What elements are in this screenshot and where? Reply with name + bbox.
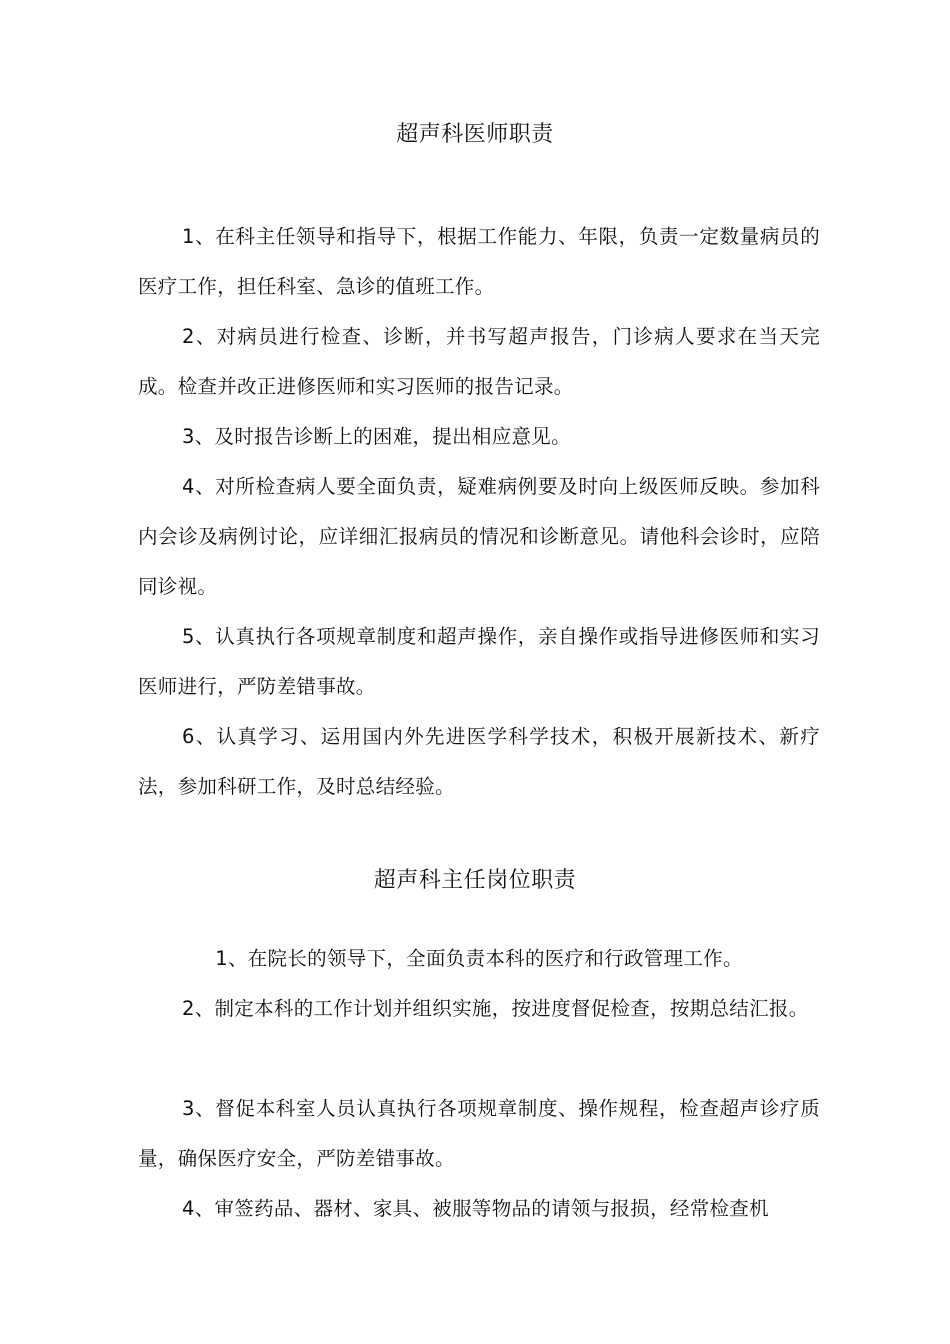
- paragraph-item: 2、对病员进行检查、诊断，并书写超声报告，门诊病人要求在当天完成。检查并改正进修医师和实习医师的报告记录。: [138, 325, 820, 398]
- paragraph-item: 6、认真学习、运用国内外先进医学科学技术，积极开展新技术、新疗法，参加科研工作，及时总结经验。: [138, 725, 820, 798]
- paragraph-item: 3、及时报告诊断上的困难，提出相应意见。: [182, 425, 571, 448]
- section-title-director-duties: 超声科主任岗位职责: [373, 868, 577, 893]
- paragraph-item: 1、在院长的领导下，全面负责本科的医疗和行政管理工作。: [215, 947, 743, 970]
- paragraph-item: 1、在科主任领导和指导下，根据工作能力、年限，负责一定数量病员的医疗工作，担任科室、急诊的值班工作。: [138, 225, 820, 298]
- paragraph-item: 4、对所检查病人要全面负责，疑难病例要及时向上级医师反映。参加科内会诊及病例讨论，应详细汇报病员的情况和诊断意见。请他科会诊时，应陪同诊视。: [138, 475, 820, 598]
- paragraph-item: 2、制定本科的工作计划并组织实施，按进度督促检查，按期总结汇报。: [182, 997, 809, 1020]
- section-title-physician-duties: 超声科医师职责: [396, 122, 554, 147]
- paragraph-item: 4、审签药品、器材、家具、被服等物品的请领与报损，经常检查机: [182, 1197, 769, 1220]
- paragraph-item: 3、督促本科室人员认真执行各项规章制度、操作规程，检查超声诊疗质量，确保医疗安全，严防差错事故。: [138, 1097, 820, 1170]
- paragraph-item: 5、认真执行各项规章制度和超声操作，亲自操作或指导进修医师和实习医师进行，严防差错事故。: [138, 625, 820, 698]
